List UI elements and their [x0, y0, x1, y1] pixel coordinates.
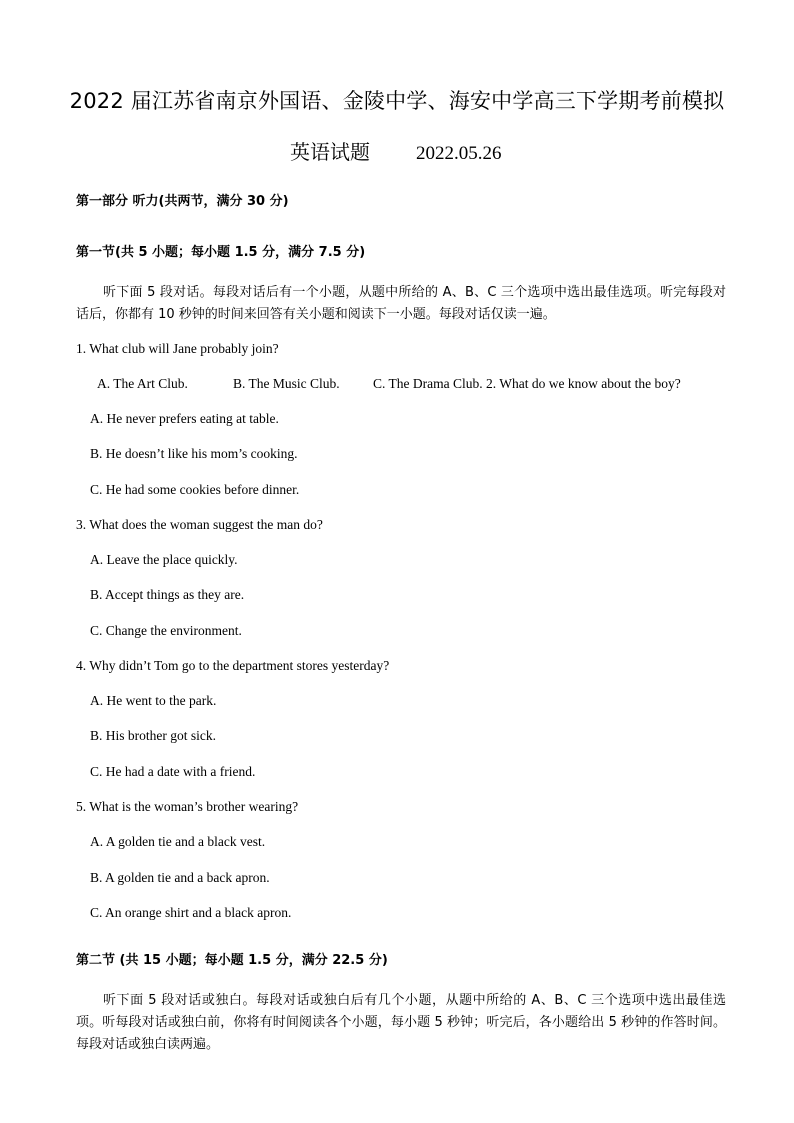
question-1-option-c: C. The Drama Club. 2. What do we know about the boy?	[373, 376, 681, 391]
question-3-option-b: B. Accept things as they are.	[90, 587, 245, 602]
exam-date: 2022.05.26	[416, 143, 502, 164]
question-4-option-c: C. He had a date with a friend.	[90, 764, 256, 779]
part1-heading: 第一部分 听力(共两节，满分 30 分)	[76, 194, 289, 209]
question-3-option-a: A. Leave the place quickly.	[90, 552, 238, 567]
question-4-option-a: A. He went to the park.	[90, 693, 217, 708]
question-2-option-b: B. He doesn’t like his mom’s cooking.	[90, 446, 298, 461]
question-3-stem: 3. What does the woman suggest the man do?	[76, 517, 323, 532]
question-5-option-b: B. A golden tie and a back apron.	[90, 870, 270, 885]
question-5-stem: 5. What is the woman’s brother wearing?	[76, 799, 299, 814]
question-2-option-a: A. He never prefers eating at table.	[90, 411, 279, 426]
question-4-option-b: B. His brother got sick.	[90, 728, 216, 743]
section2-instructions: 听下面 5 段对话或独白。每段对话或独白后有几个小题，从题中所给的 A、B、C 三个选项中选出最佳选项。听每段对话或独白前，你将有时间阅读各个小题，每小题 5 秒钟；听完后，各小题给出 5 秒钟的作答时间。每段对话或独白读两遍。	[76, 993, 726, 1052]
section1-instructions: 听下面 5 段对话。每段对话后有一个小题，从题中所给的 A、B、C 三个选项中选出最佳选项。听完每段对话后，你都有 10 秒钟的时间来回答有关小题和阅读下一小题。每段对话仅读一遍。	[76, 285, 726, 322]
question-4-stem: 4. Why didn’t Tom go to the department stores yesterday?	[76, 658, 390, 673]
document-subtitle	[290, 136, 502, 165]
section2-heading: 第二节 (共 15 小题；每小题 1.5 分，满分 22.5 分)	[76, 953, 388, 968]
section1-heading: 第一节(共 5 小题；每小题 1.5 分，满分 7.5 分)	[76, 245, 366, 260]
question-1-option-a: A. The Art Club.	[97, 376, 188, 391]
question-1-option-b: B. The Music Club.	[233, 376, 340, 391]
question-5-option-c: C. An orange shirt and a black apron.	[90, 905, 292, 920]
subject-title: 英语试题	[290, 140, 370, 164]
question-1-options	[97, 376, 717, 396]
question-1-stem: 1. What club will Jane probably join?	[76, 341, 279, 356]
document-title: 2022 届江苏省南京外国语、金陵中学、海安中学高三下学期考前模拟	[69, 89, 725, 113]
question-3-option-c: C. Change the environment.	[90, 623, 242, 638]
question-5-option-a: A. A golden tie and a black vest.	[90, 834, 266, 849]
question-2-option-c: C. He had some cookies before dinner.	[90, 482, 300, 497]
